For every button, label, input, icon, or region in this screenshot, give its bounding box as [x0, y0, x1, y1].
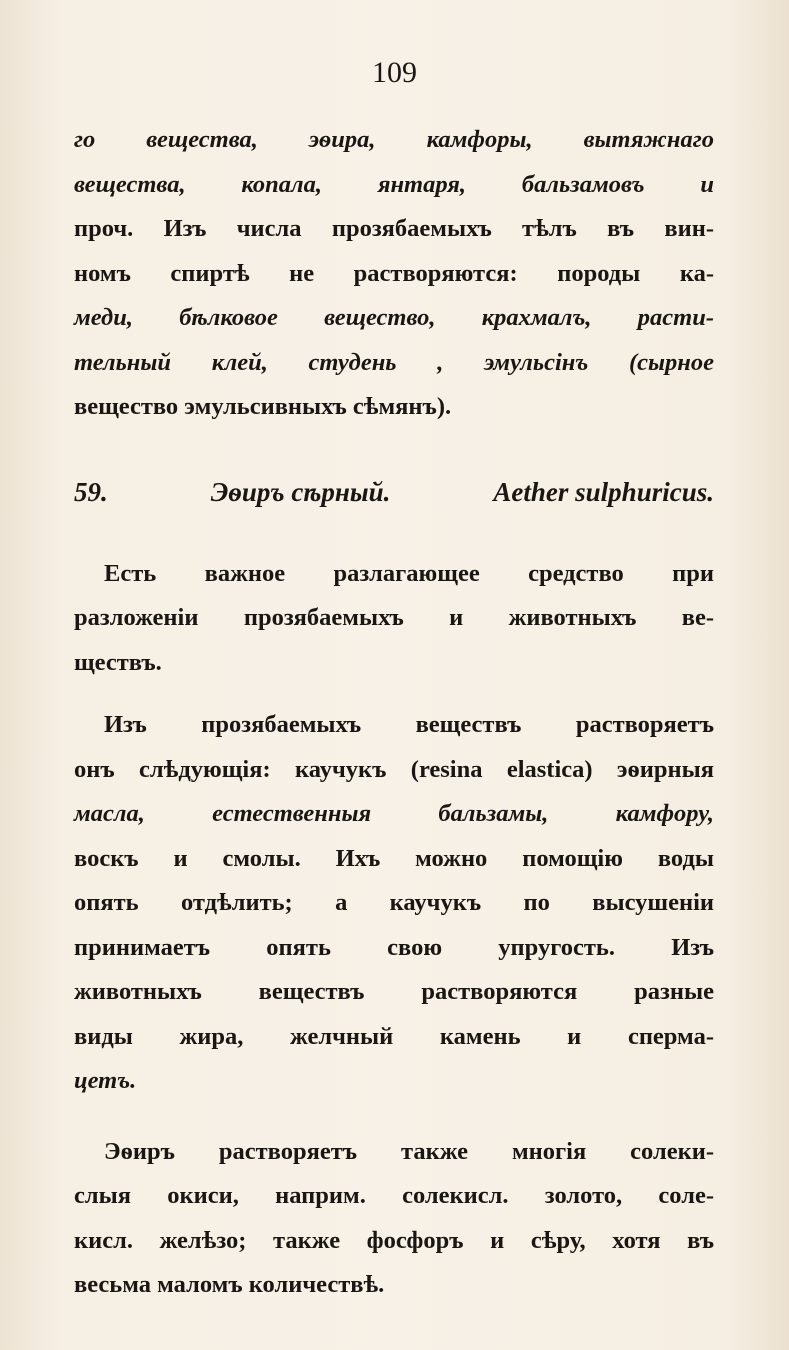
text-line: разложеніи прозябаемыхъ и животныхъ ве- [74, 604, 714, 631]
text-line: вещества, копала, янтаря, бальзамовъ и [74, 170, 714, 198]
page-number: 109 [372, 56, 417, 89]
section-number: 59. [74, 476, 108, 507]
text-line: принимаетъ опять свою упругость. Изъ [74, 933, 714, 961]
text-line: кисл. желѣзо; также фосфоръ и сѣру, хотя въ [74, 1226, 714, 1254]
section-heading [74, 470, 714, 514]
text-line: животныхъ веществъ растворяются разные [74, 978, 714, 1005]
text-line: тельный клей, студень , эмульсінъ (сырное [74, 348, 714, 376]
text-line: масла, естественныя бальзамы, камфору, [74, 800, 714, 827]
text-line: цетъ. [74, 1067, 137, 1094]
paragraph-definition [74, 552, 714, 686]
paragraph-salts [74, 1130, 714, 1308]
text-line: номъ спиртѣ не растворяются: породы ка- [74, 259, 714, 287]
text-line: опять отдѣлить; а каучукъ по высушеніи [74, 889, 714, 916]
paragraph-vegetable-substances [74, 703, 714, 1104]
text-line: Есть важное разлагающее средство при [104, 559, 714, 587]
text-line: ществъ. [74, 648, 162, 676]
text-line: меди, бѣлковое вещество, крахмалъ, расти- [74, 304, 714, 331]
section-title-latin: Aether sulphuricus. [493, 476, 714, 507]
text-line: проч. Изъ числа прозябаемыхъ тѣлъ въ вин- [74, 215, 714, 242]
text-line: виды жира, желчный камень и сперма- [74, 1022, 714, 1050]
text-line: го вещества, эѳира, камфоры, вытяжнаго [74, 126, 714, 153]
page-text [74, 118, 714, 1308]
paragraph-solvent-substances [74, 118, 714, 430]
text-line: воскъ и смолы. Ихъ можно помощію воды [74, 844, 714, 872]
text-line: Эѳиръ растворяетъ также многія солеки- [104, 1137, 714, 1165]
text-line: вещество эмульсивныхъ сѣмянъ). [74, 393, 452, 420]
text-line: слыя окиси, наприм. солекисл. золото, соле- [74, 1182, 714, 1209]
text-line: весьма маломъ количествѣ. [74, 1271, 385, 1298]
text-line: Изъ прозябаемыхъ веществъ растворяетъ [104, 711, 714, 738]
section-title-russian: Эѳиръ сѣрный. [210, 476, 391, 507]
text-line: онъ слѣдующія: каучукъ (resina elastica) эѳирныя [74, 755, 714, 783]
